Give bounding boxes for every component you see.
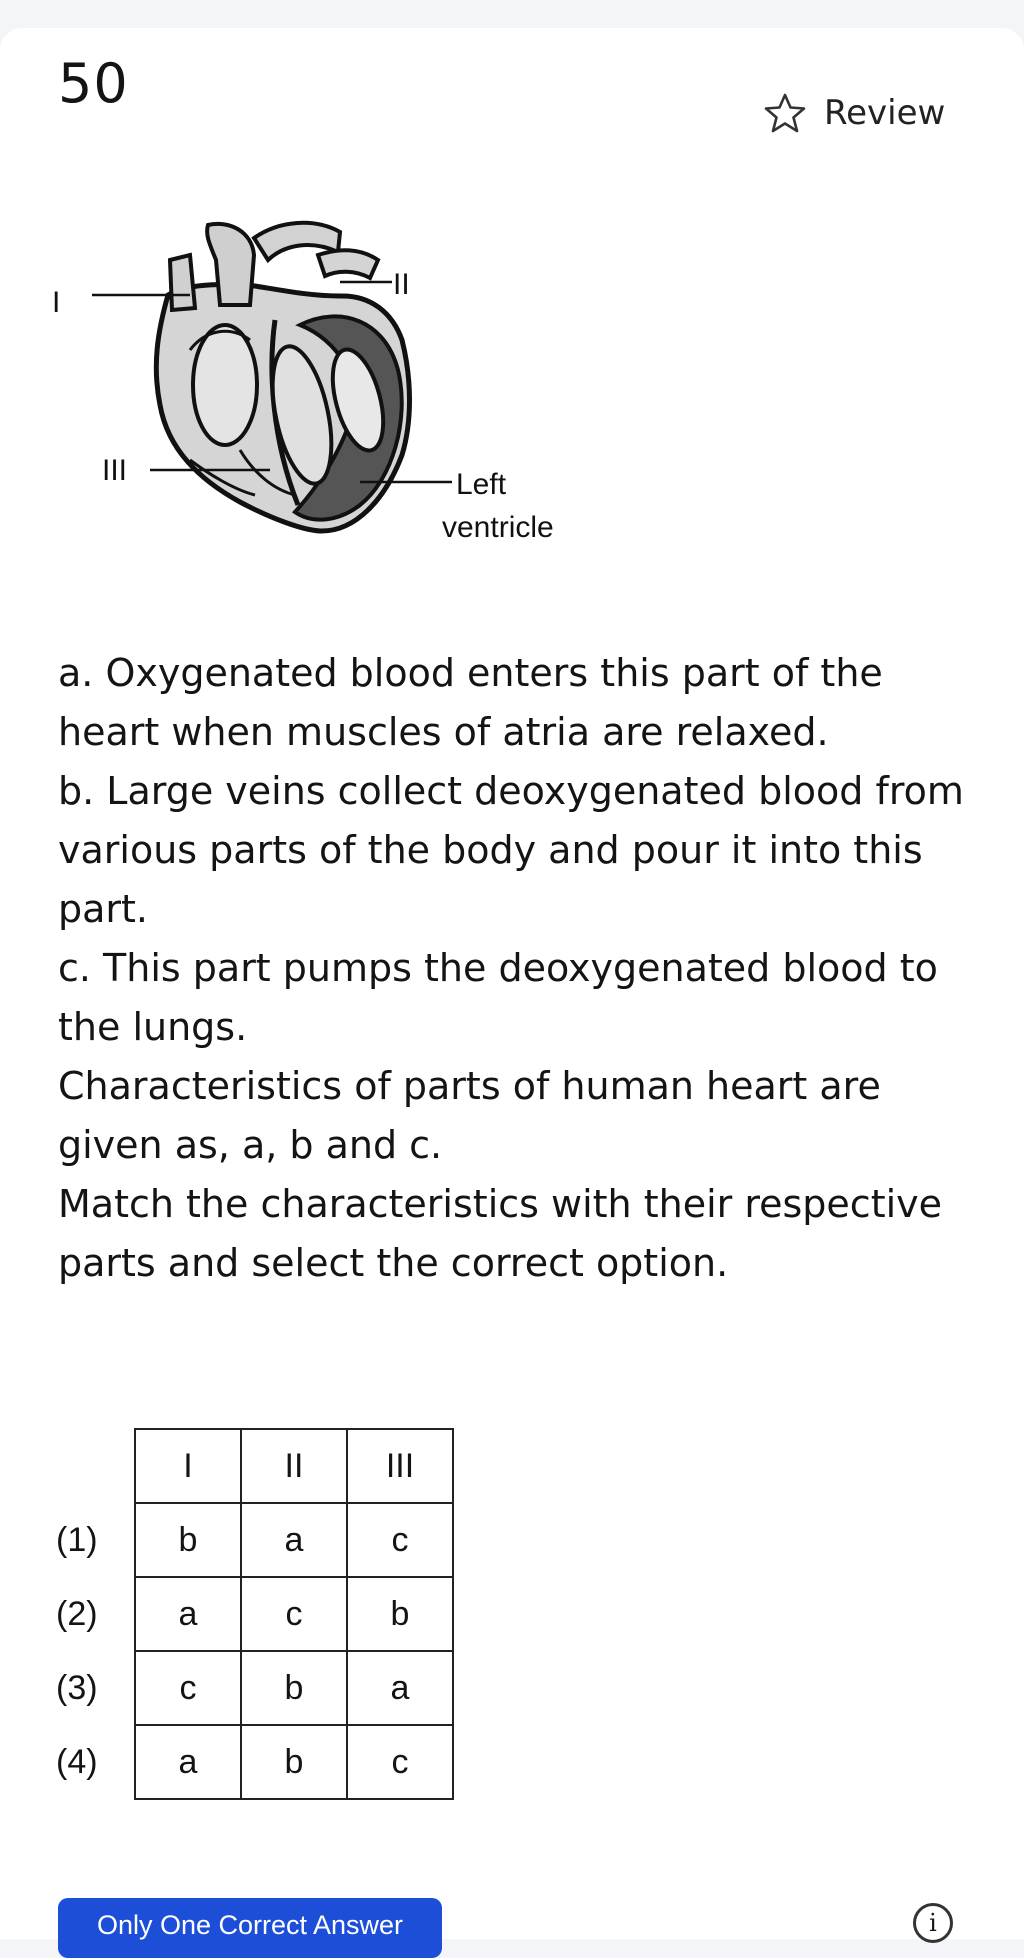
option-label: (1) <box>56 1520 98 1559</box>
table-cell: a <box>135 1577 241 1651</box>
review-label: Review <box>824 93 946 133</box>
star-outline-icon <box>762 91 808 135</box>
option-row-3[interactable] <box>52 1651 453 1725</box>
heart-diagram <box>40 200 600 580</box>
option-row-1[interactable] <box>52 1503 453 1577</box>
options-table <box>52 1428 454 1800</box>
table-cell: b <box>347 1577 453 1651</box>
option-row-4[interactable] <box>52 1725 453 1799</box>
option-row-2[interactable] <box>52 1577 453 1651</box>
table-cell: c <box>347 1503 453 1577</box>
question-number: 50 <box>58 52 129 115</box>
diagram-label-i: I <box>52 286 61 319</box>
question-text <box>58 644 978 1293</box>
diagram-label-ii: II <box>393 268 410 301</box>
statement-a: a. Oxygenated blood enters this part of the heart when muscles of atria are relaxed. <box>58 651 883 754</box>
table-cell: a <box>347 1651 453 1725</box>
statement-c: c. This part pumps the deoxygenated blood to the lungs. <box>58 946 938 1049</box>
option-label: (4) <box>56 1742 98 1781</box>
question-context: Characteristics of parts of human heart are given as, a, b and c. <box>58 1064 881 1167</box>
table-header: II <box>241 1429 347 1503</box>
table-cell: c <box>241 1577 347 1651</box>
table-cell: b <box>135 1503 241 1577</box>
statement-b: b. Large veins collect deoxygenated blood from various parts of the body and pour it into this part. <box>58 769 964 931</box>
diagram-label-ventricle: ventricle <box>442 511 554 544</box>
table-cell: c <box>135 1651 241 1725</box>
table-header: III <box>347 1429 453 1503</box>
table-cell: b <box>241 1725 347 1799</box>
review-button[interactable] <box>762 88 945 138</box>
option-label: (2) <box>56 1594 98 1633</box>
table-cell: c <box>347 1725 453 1799</box>
diagram-label-left: Left <box>456 468 507 501</box>
table-cell: a <box>135 1725 241 1799</box>
answer-type-badge: Only One Correct Answer <box>58 1898 442 1958</box>
question-prompt: Match the characteristics with their respective parts and select the correct option. <box>58 1182 943 1285</box>
diagram-label-iii: III <box>102 454 128 487</box>
table-header-row <box>52 1429 453 1503</box>
info-circle-icon[interactable]: i <box>913 1903 953 1943</box>
table-cell: b <box>241 1651 347 1725</box>
table-header: I <box>135 1429 241 1503</box>
table-cell: a <box>241 1503 347 1577</box>
option-label: (3) <box>56 1668 98 1707</box>
